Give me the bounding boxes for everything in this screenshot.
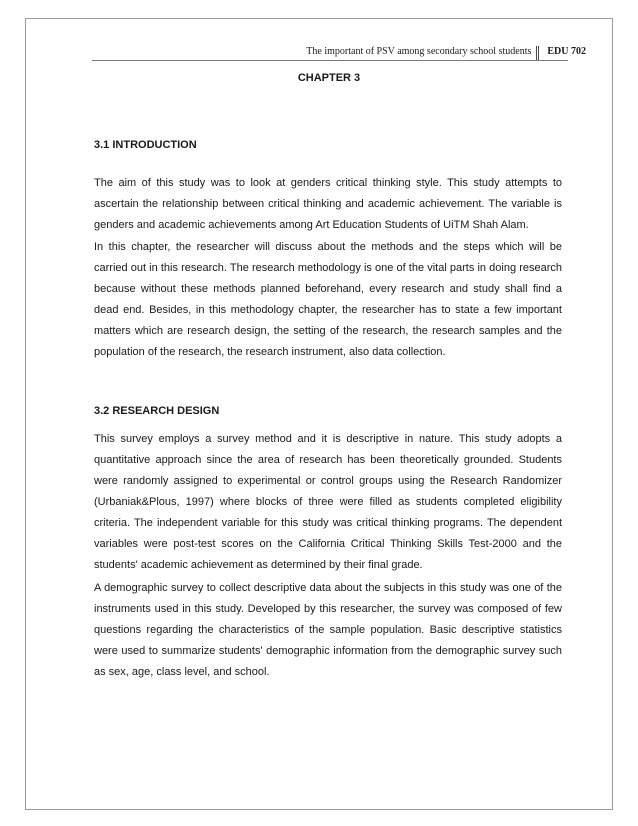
section-heading-introduction: 3.1 INTRODUCTION	[94, 139, 197, 151]
chapter-title: CHAPTER 3	[297, 72, 361, 84]
design-paragraph-1: This survey employs a survey method and it is descriptive in nature. This study adopts a quantitative approach since the area of research has been theoretically grounded. Students were randomly assigned to experimental or control groups using the Research Randomizer (Urbaniak&Plous, 1997) where blocks of three were filled as students completed eligibility criteria. The independent variable for this study was critical thinking programs. The dependent variables were post-test scores on the California Critical Thinking Skills Test-2000 and the students' academic achievement as determined by their final grade.	[94, 433, 562, 571]
section-heading-research-design: 3.2 RESEARCH DESIGN	[94, 405, 220, 417]
intro-paragraph-2: In this chapter, the researcher will discuss about the methods and the steps which will be carried out in this research. The research methodology is one of the vital parts in doing research because without these methods planned beforehand, every research and study shall find a dead end. Besides, in this methodology chapter, the researcher has to state a few important matters which are research design, the setting of the research, the research samples and the population of the research, the research instrument, also data collection.	[94, 241, 562, 358]
page-header	[306, 38, 590, 60]
header-divider	[92, 60, 568, 61]
header-course-code: EDU 702	[536, 46, 590, 60]
header-course-title: The important of PSV among secondary school students	[306, 46, 532, 57]
design-paragraph-2: A demographic survey to collect descriptive data about the subjects in this study was one of the instruments used in this study. Developed by this researcher, the survey was composed of few questions regarding the characteristics of the sample population. Basic descriptive statistics were used to summarize students' demographic information from the demographic survey such as sex, age, class level, and school.	[94, 582, 562, 678]
intro-paragraph-1: The aim of this study was to look at genders critical thinking style. This study attempts to ascertain the relationship between critical thinking and academic achievement. The variable is genders and academic achievements among Art Education Students of UiTM Shah Alam.	[94, 177, 562, 231]
